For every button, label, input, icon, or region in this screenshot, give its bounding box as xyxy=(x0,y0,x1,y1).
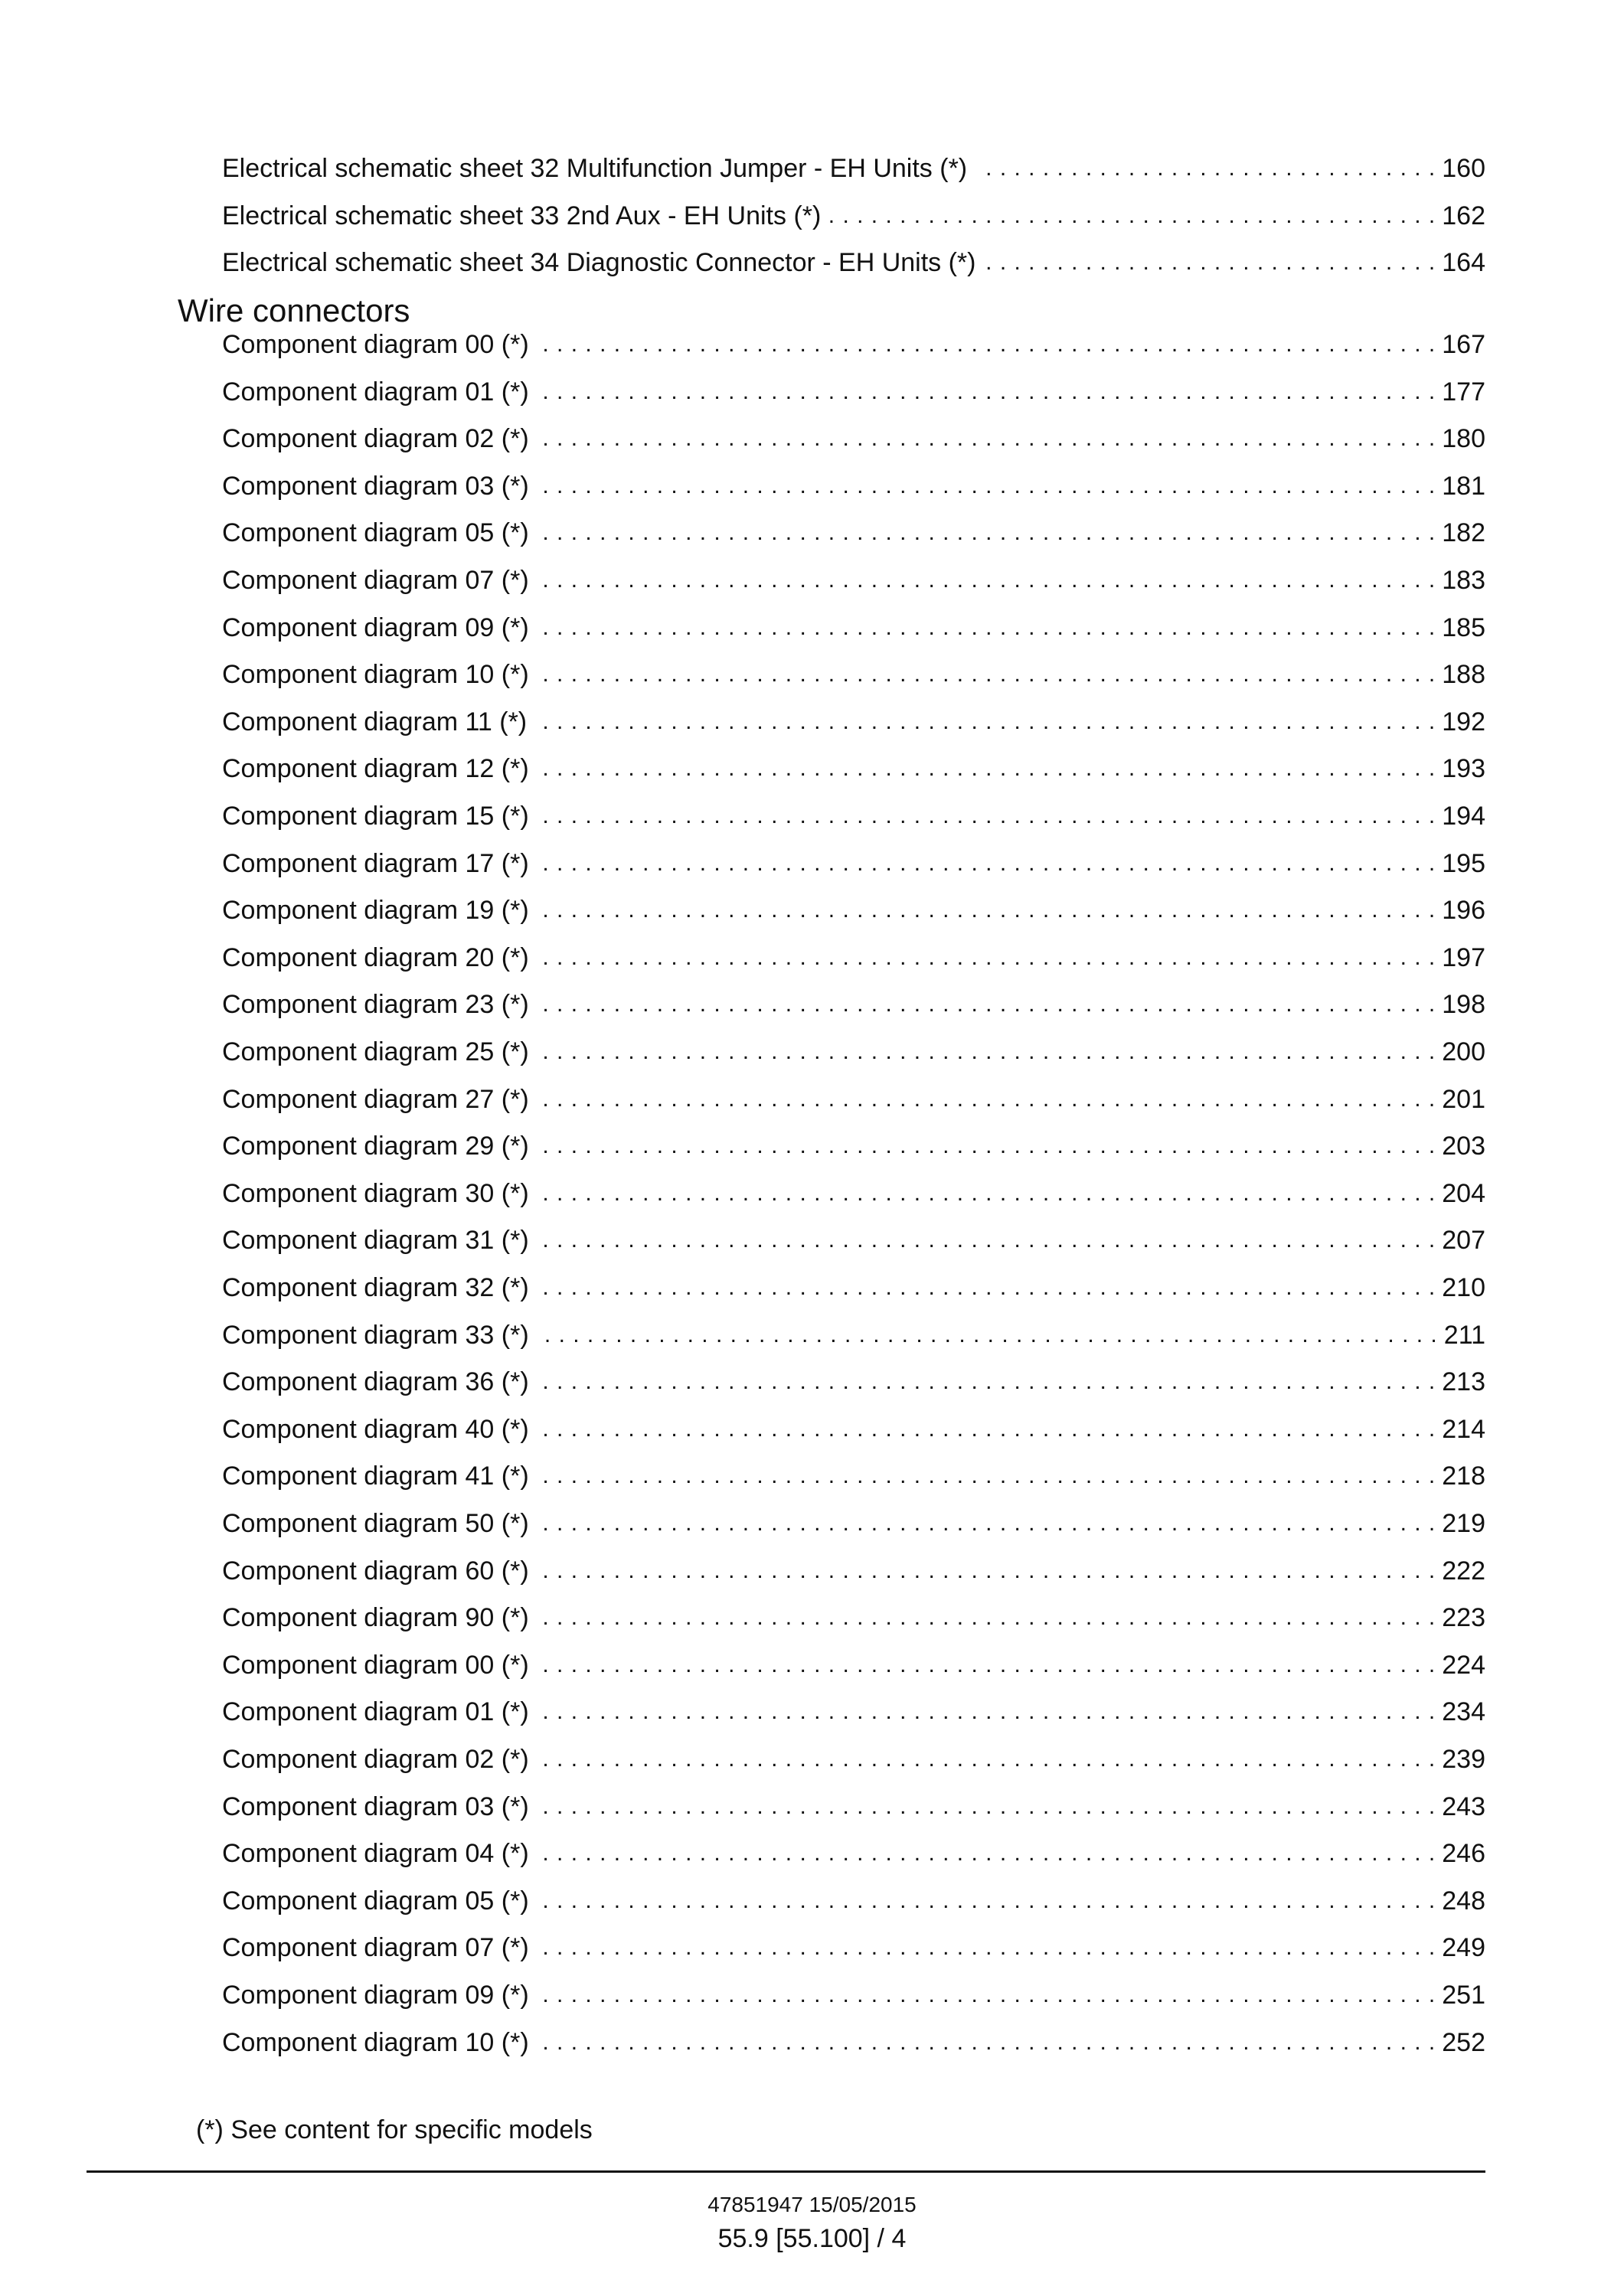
toc-entry-title: Electrical schematic sheet 32 Multifunction Jumper - EH Units (*) xyxy=(222,154,968,183)
toc-entry-page: 219 xyxy=(1442,1509,1485,1538)
dot-leader xyxy=(536,705,1436,739)
dot-leader xyxy=(538,328,1436,361)
dot-leader xyxy=(538,2026,1436,2059)
toc-entry[interactable] xyxy=(222,563,1485,597)
toc-entry-title: Component diagram 41 (*) xyxy=(222,1462,529,1491)
toc-entry-title: Component diagram 03 (*) xyxy=(222,1791,529,1821)
dot-leader xyxy=(538,422,1436,456)
toc-entry-title: Component diagram 60 (*) xyxy=(222,1556,529,1586)
toc-entry[interactable] xyxy=(222,1177,1485,1210)
toc-entry[interactable] xyxy=(222,941,1485,975)
toc-entry-title: Component diagram 20 (*) xyxy=(222,942,529,972)
toc-entry-title: Component diagram 07 (*) xyxy=(222,566,529,595)
toc-entry-page: 224 xyxy=(1442,1650,1485,1680)
toc-entry-title: Component diagram 04 (*) xyxy=(222,1839,529,1869)
toc-entry-page: 193 xyxy=(1442,754,1485,784)
dot-leader xyxy=(538,1790,1436,1824)
toc-entry-page: 198 xyxy=(1442,990,1485,1020)
toc-entry[interactable] xyxy=(222,1790,1485,1824)
toc-entry[interactable] xyxy=(222,1931,1485,1965)
dot-leader xyxy=(538,1177,1436,1210)
dot-leader xyxy=(538,752,1436,785)
toc-entry-title: Component diagram 27 (*) xyxy=(222,1084,529,1114)
toc-entry-title: Component diagram 40 (*) xyxy=(222,1414,529,1444)
toc-entry-title: Component diagram 36 (*) xyxy=(222,1367,529,1397)
dot-leader xyxy=(538,1695,1436,1729)
dot-leader xyxy=(985,246,1436,279)
toc-entry-page: 196 xyxy=(1442,896,1485,926)
toc-entry-page: 207 xyxy=(1442,1226,1485,1256)
toc-entry-title: Component diagram 90 (*) xyxy=(222,1603,529,1633)
dot-leader xyxy=(538,563,1436,597)
dot-leader xyxy=(976,152,1436,185)
toc-entry-title: Component diagram 19 (*) xyxy=(222,896,529,926)
toc-entry[interactable] xyxy=(222,1365,1485,1399)
toc-entry-page: 185 xyxy=(1442,612,1485,642)
toc-entry-title: Component diagram 33 (*) xyxy=(222,1320,529,1350)
dot-leader xyxy=(538,611,1436,645)
dot-leader xyxy=(538,799,1436,833)
toc-entry-title: Component diagram 50 (*) xyxy=(222,1509,529,1538)
dot-leader xyxy=(538,941,1436,975)
footnote: (*) See content for specific models xyxy=(196,2115,593,2144)
toc-entry[interactable] xyxy=(222,1271,1485,1305)
toc-entry[interactable] xyxy=(222,1884,1485,1918)
dot-leader xyxy=(538,1129,1436,1163)
toc-entry-page: 200 xyxy=(1442,1037,1485,1066)
toc-entry[interactable] xyxy=(222,469,1485,503)
toc-entry[interactable] xyxy=(222,199,1485,233)
toc-entry-page: 177 xyxy=(1442,377,1485,407)
dot-leader xyxy=(538,1271,1436,1305)
toc-entry-title: Component diagram 05 (*) xyxy=(222,518,529,548)
toc-entry[interactable] xyxy=(222,705,1485,739)
toc-entry-page: 180 xyxy=(1442,424,1485,454)
dot-leader xyxy=(538,847,1436,880)
toc-entry[interactable] xyxy=(222,1554,1485,1588)
toc-entry[interactable] xyxy=(222,752,1485,785)
toc-entry-page: 246 xyxy=(1442,1839,1485,1869)
dot-leader xyxy=(538,1742,1436,1776)
dot-leader xyxy=(538,1318,1438,1352)
toc-entry-page: 222 xyxy=(1442,1556,1485,1586)
dot-leader xyxy=(538,658,1436,691)
toc-entry-title: Component diagram 12 (*) xyxy=(222,754,529,784)
toc-entry[interactable] xyxy=(222,2026,1485,2059)
toc-entry-title: Component diagram 02 (*) xyxy=(222,424,529,454)
toc-entry-page: 203 xyxy=(1442,1132,1485,1161)
toc-entry-page: 214 xyxy=(1442,1414,1485,1444)
dot-leader xyxy=(538,375,1436,409)
toc-entry-title: Component diagram 00 (*) xyxy=(222,1650,529,1680)
footer-divider xyxy=(87,2170,1485,2173)
toc-entry-page: 194 xyxy=(1442,802,1485,831)
toc-entry-title: Component diagram 30 (*) xyxy=(222,1178,529,1208)
toc-entry[interactable] xyxy=(222,1035,1485,1069)
toc-entry-page: 204 xyxy=(1442,1178,1485,1208)
toc-entry-page: 248 xyxy=(1442,1886,1485,1916)
toc-entry[interactable] xyxy=(222,1318,1485,1352)
toc-entry-page: 188 xyxy=(1442,660,1485,690)
toc-entry-title: Component diagram 07 (*) xyxy=(222,1933,529,1963)
toc-entry[interactable] xyxy=(222,847,1485,880)
toc-entry-title: Component diagram 31 (*) xyxy=(222,1226,529,1256)
toc-entry-title: Component diagram 32 (*) xyxy=(222,1273,529,1302)
toc-entry-page: 183 xyxy=(1442,566,1485,595)
toc-entry-title: Electrical schematic sheet 34 Diagnostic Connector - EH Units (*) xyxy=(222,248,976,277)
dot-leader xyxy=(538,1507,1436,1540)
toc-entry-page: 195 xyxy=(1442,848,1485,878)
toc-entry[interactable] xyxy=(222,1695,1485,1729)
toc-entry-title: Component diagram 10 (*) xyxy=(222,660,529,690)
toc-entry-page: 192 xyxy=(1442,707,1485,736)
toc-entry[interactable] xyxy=(222,1223,1485,1257)
toc-entry-page: 234 xyxy=(1442,1697,1485,1727)
dot-leader xyxy=(538,1931,1436,1965)
toc-entry-page: 164 xyxy=(1442,248,1485,277)
dot-leader xyxy=(538,1601,1436,1635)
footer-doc-id: 47851947 15/05/2015 xyxy=(707,2193,917,2216)
toc-entry-title: Component diagram 29 (*) xyxy=(222,1132,529,1161)
dot-leader xyxy=(538,1083,1436,1116)
toc-entry-page: 251 xyxy=(1442,1981,1485,2010)
dot-leader xyxy=(538,893,1436,927)
section-heading: Wire connectors xyxy=(178,292,410,328)
toc-entry-page: 249 xyxy=(1442,1933,1485,1963)
toc-entry[interactable] xyxy=(222,1083,1485,1116)
toc-entry-page: 181 xyxy=(1442,471,1485,501)
toc-entry-title: Component diagram 01 (*) xyxy=(222,377,529,407)
toc-entry-page: 252 xyxy=(1442,2027,1485,2057)
toc-entry-title: Electrical schematic sheet 33 2nd Aux - EH Units (*) xyxy=(222,201,822,230)
toc-entry-title: Component diagram 01 (*) xyxy=(222,1697,529,1727)
toc-entry-page: 239 xyxy=(1442,1745,1485,1774)
toc-entry[interactable] xyxy=(222,988,1485,1021)
toc-entry[interactable] xyxy=(222,1413,1485,1446)
toc-entry[interactable] xyxy=(222,799,1485,833)
dot-leader xyxy=(538,1648,1436,1682)
dot-leader xyxy=(538,1884,1436,1918)
toc-entry[interactable] xyxy=(222,1507,1485,1540)
dot-leader xyxy=(538,1837,1436,1870)
toc-entry[interactable] xyxy=(222,611,1485,645)
toc-entry[interactable] xyxy=(222,422,1485,456)
toc-entry-title: Component diagram 00 (*) xyxy=(222,330,529,359)
toc-entry[interactable] xyxy=(222,1601,1485,1635)
toc-entry-page: 167 xyxy=(1442,330,1485,359)
toc-entry-page: 182 xyxy=(1442,518,1485,548)
dot-leader xyxy=(538,988,1436,1021)
toc-entry[interactable] xyxy=(222,1459,1485,1493)
toc-entry[interactable] xyxy=(222,1129,1485,1163)
toc-entry-page: 218 xyxy=(1442,1462,1485,1491)
toc-entry-page: 197 xyxy=(1442,942,1485,972)
dot-leader xyxy=(830,199,1436,233)
toc-entry-title: Component diagram 17 (*) xyxy=(222,848,529,878)
toc-entry-page: 243 xyxy=(1442,1791,1485,1821)
toc-entry[interactable] xyxy=(222,328,1485,361)
toc-entry-title: Component diagram 25 (*) xyxy=(222,1037,529,1066)
toc-entry-title: Component diagram 09 (*) xyxy=(222,1981,529,2010)
toc-entry-page: 160 xyxy=(1442,154,1485,183)
toc-entry[interactable] xyxy=(222,1648,1485,1682)
toc-entry-title: Component diagram 09 (*) xyxy=(222,612,529,642)
dot-leader xyxy=(538,1035,1436,1069)
dot-leader xyxy=(538,1978,1436,2012)
footer-page-number: 55.9 [55.100] / 4 xyxy=(717,2224,907,2253)
toc-entry[interactable] xyxy=(222,1837,1485,1870)
toc-entry-page: 223 xyxy=(1442,1603,1485,1633)
toc-entry[interactable] xyxy=(222,658,1485,691)
dot-leader xyxy=(538,1223,1436,1257)
toc-entry-page: 201 xyxy=(1442,1084,1485,1114)
toc-entry[interactable] xyxy=(222,246,1485,279)
toc-entry-title: Component diagram 11 (*) xyxy=(222,707,528,736)
dot-leader xyxy=(538,516,1436,550)
dot-leader xyxy=(538,1413,1436,1446)
toc-entry[interactable] xyxy=(222,1742,1485,1776)
dot-leader xyxy=(538,1554,1436,1588)
toc-entry[interactable] xyxy=(222,375,1485,409)
toc-entry-title: Component diagram 15 (*) xyxy=(222,802,529,831)
toc-entry-title: Component diagram 23 (*) xyxy=(222,990,529,1020)
toc-entry-page: 213 xyxy=(1442,1367,1485,1397)
toc-entry-page: 211 xyxy=(1443,1320,1485,1350)
dot-leader xyxy=(538,1459,1436,1493)
toc-entry-title: Component diagram 02 (*) xyxy=(222,1745,529,1774)
toc-entry-title: Component diagram 05 (*) xyxy=(222,1886,529,1916)
toc-entry-title: Component diagram 03 (*) xyxy=(222,471,529,501)
toc-entry-page: 210 xyxy=(1442,1273,1485,1302)
toc-entry-title: Component diagram 10 (*) xyxy=(222,2027,529,2057)
toc-entry[interactable] xyxy=(222,516,1485,550)
dot-leader xyxy=(538,1365,1436,1399)
toc-entry-page: 162 xyxy=(1442,201,1485,230)
toc-entry[interactable] xyxy=(222,893,1485,927)
toc-entry[interactable] xyxy=(222,152,1485,185)
toc-entry[interactable] xyxy=(222,1978,1485,2012)
dot-leader xyxy=(538,469,1436,503)
